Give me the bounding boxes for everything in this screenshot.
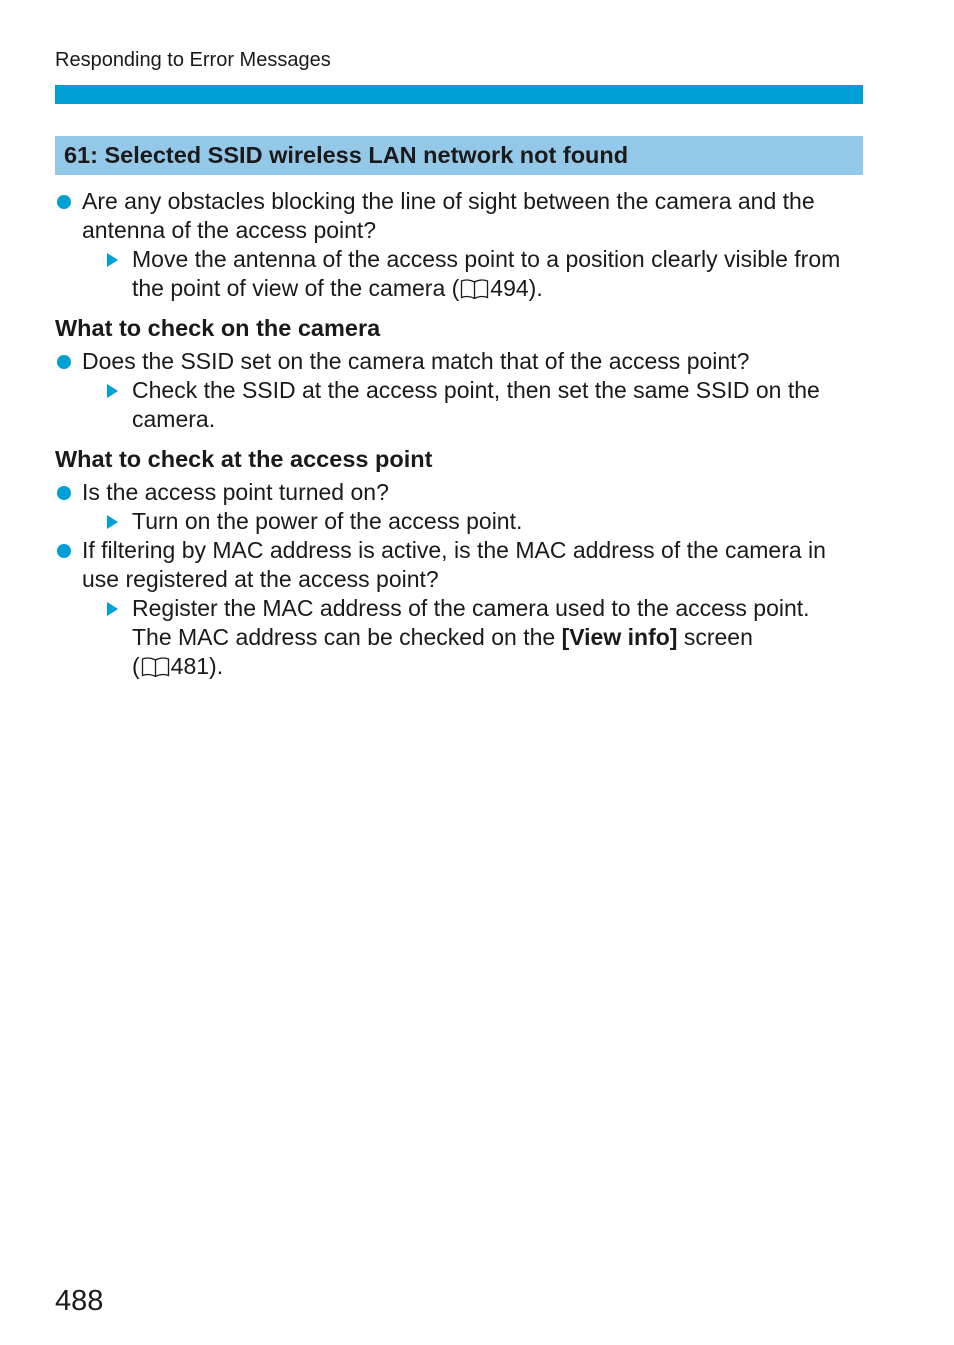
page-reference[interactable]: 494 xyxy=(490,275,529,301)
list-item xyxy=(55,187,865,245)
book-icon xyxy=(460,278,489,299)
answer-item xyxy=(55,507,865,536)
answer-item xyxy=(55,594,865,681)
menu-reference: [View info] xyxy=(561,624,678,650)
section-title: 61: Selected SSID wireless LAN network not found xyxy=(64,142,629,168)
answer-text-end: ). xyxy=(209,653,224,679)
bullet-dot-icon xyxy=(57,486,71,500)
question-text: Is the access point turned on? xyxy=(82,479,389,505)
list-item xyxy=(55,347,865,376)
answer-text: Turn on the power of the access point. xyxy=(132,508,523,534)
arrow-right-icon xyxy=(107,515,118,529)
bullet-dot-icon xyxy=(57,544,71,558)
heading-access-point-check: What to check at the access point xyxy=(55,446,433,472)
question-text: Are any obstacles blocking the line of sight between the camera and the antenna of the access point? xyxy=(82,188,815,243)
answer-text: The MAC address can be checked on the xyxy=(132,624,562,650)
top-rule xyxy=(55,85,863,104)
answer-text: Move the antenna of the access point to a position clearly visible from the point of view of the camera ( xyxy=(132,246,841,301)
heading-camera-check: What to check on the camera xyxy=(55,315,381,341)
answer-item xyxy=(55,376,865,434)
section-bar xyxy=(55,136,863,175)
answer-text: ( xyxy=(132,653,140,679)
list-item xyxy=(55,536,865,594)
bullet-dot-icon xyxy=(57,355,71,369)
list-item xyxy=(55,478,865,507)
page-number: 488 xyxy=(55,1285,104,1317)
answer-text: Check the SSID at the access point, then set the same SSID on the camera. xyxy=(132,377,820,432)
question-text: Does the SSID set on the camera match that of the access point? xyxy=(82,348,750,374)
book-icon xyxy=(141,656,170,677)
answer-text: Register the MAC address of the camera used to the access point. xyxy=(132,595,810,621)
answer-text: screen xyxy=(677,624,753,650)
page-content xyxy=(55,187,865,681)
arrow-right-icon xyxy=(107,602,118,616)
bullet-dot-icon xyxy=(57,195,71,209)
arrow-right-icon xyxy=(107,253,118,267)
answer-text-end: ). xyxy=(528,275,543,301)
question-text: If filtering by MAC address is active, is the MAC address of the camera in use registered at the access point? xyxy=(82,537,826,592)
running-head: Responding to Error Messages xyxy=(55,49,331,71)
page-reference[interactable]: 481 xyxy=(170,653,210,679)
answer-item xyxy=(55,245,865,303)
arrow-right-icon xyxy=(107,384,118,398)
